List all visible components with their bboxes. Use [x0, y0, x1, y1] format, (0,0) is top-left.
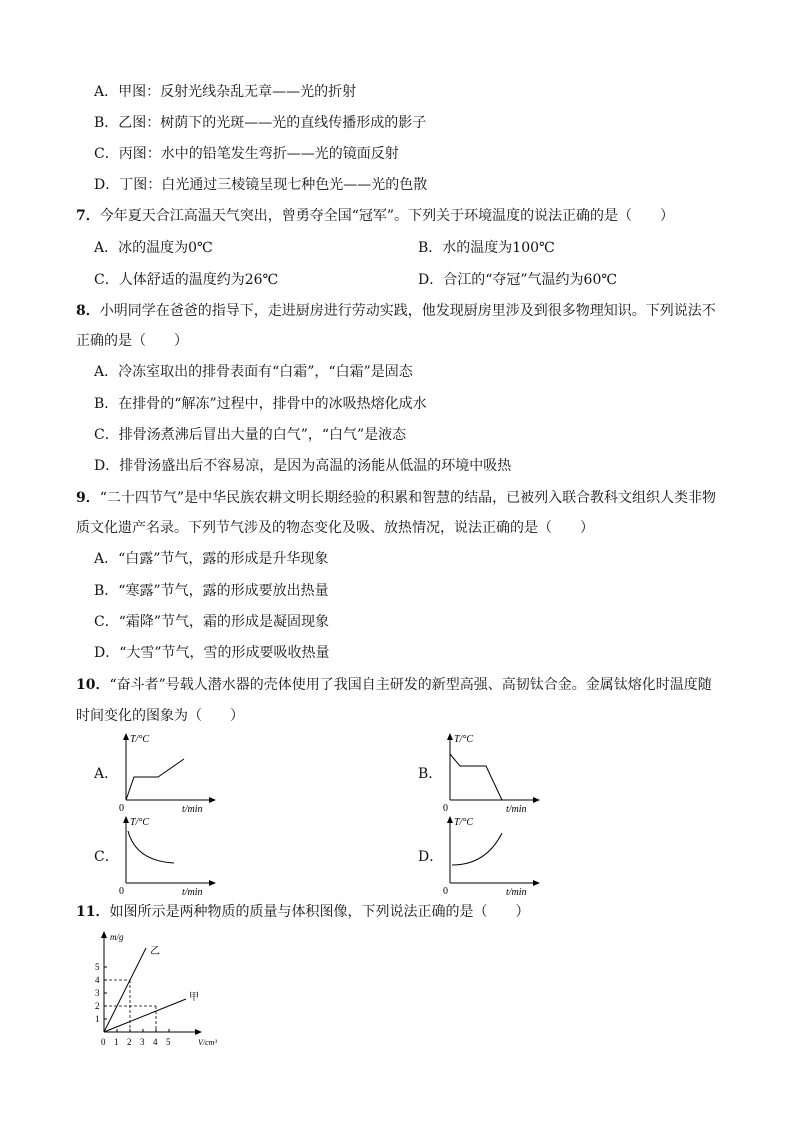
y-arrow — [101, 931, 107, 938]
x-axis-label: t/min — [182, 887, 203, 897]
q7-option-c: C．人体舒适的温度约为26℃ — [94, 272, 279, 288]
q8-number: 8． — [76, 303, 100, 319]
y-arrow — [447, 816, 453, 823]
q11-number: 11． — [76, 904, 110, 920]
y-arrow — [123, 733, 129, 740]
x-tick-4: 4 — [153, 1037, 158, 1047]
series-jia-label: 甲 — [189, 992, 199, 1003]
x-tick-0: 0 — [101, 1037, 106, 1047]
q8-text-1: 小明同学在爸爸的指导下，走进厨房进行劳动实践，他发现厨房里涉及到很多物理知识。下列说法不 — [99, 303, 716, 319]
q11-graph — [86, 928, 236, 1050]
q10-label-d: D． — [418, 849, 444, 865]
origin-label: 0 — [119, 886, 124, 897]
y-axis-label: T/°C — [130, 817, 150, 828]
series-jia-line — [104, 999, 186, 1032]
y-tick-2: 2 — [95, 1001, 100, 1011]
x-tick-3: 3 — [140, 1037, 145, 1047]
q7-option-a: A．冰的温度为0℃ — [94, 240, 213, 256]
q10-label-a: A． — [94, 766, 119, 782]
q8-option-b: B．在排骨的“解冻”过程中，排骨中的冰吸热熔化成水 — [94, 396, 427, 412]
x-axis-label: t/min — [506, 804, 527, 814]
q10-label-b: B． — [418, 766, 443, 782]
q8-text-2: 正确的是（ ） — [76, 333, 188, 349]
q7-text: 今年夏天合江高温天气突出，曾勇夺全国“冠军”。下列关于环境温度的说法正确的是（ ） — [99, 208, 675, 224]
y-arrow — [447, 733, 453, 740]
q8-option-c: C．排骨汤煮沸后冒出大量的白气”，“白气”是液态 — [94, 427, 407, 443]
origin-label: 0 — [119, 803, 124, 814]
q7-option-b: B．水的温度为100℃ — [418, 240, 555, 256]
x-tick-1: 1 — [114, 1037, 119, 1047]
q9-stem — [76, 488, 716, 508]
q7-number: 7． — [76, 208, 100, 224]
curve — [450, 754, 502, 800]
q10-text-2: 时间变化的图象为（ ） — [76, 708, 244, 724]
q9-text-1: “二十四节气”是中华民族农耕文明长期经验的积累和智慧的结晶，已被列入联合教科文组织人类非物 — [99, 490, 717, 506]
y-axis-label: m/g — [110, 932, 124, 942]
q6-option-c: C．丙图：水中的铅笔发生弯折——光的镜面反射 — [94, 146, 399, 162]
q11-text: 如图所示是两种物质的质量与体积图像，下列说法正确的是（ ） — [109, 904, 530, 920]
y-axis-label: T/°C — [454, 734, 474, 745]
y-tick-4: 4 — [95, 975, 100, 985]
x-tick-2: 2 — [127, 1037, 132, 1047]
q10-graph-c — [112, 813, 222, 897]
q10-graph-a — [112, 730, 222, 814]
curve — [126, 759, 184, 800]
origin-label: 0 — [443, 803, 448, 814]
q9-text-2: 质文化遗产名录。下列节气涉及的物态变化及吸、放热情况，说法正确的是（ ） — [76, 520, 594, 536]
series-yi-line — [104, 948, 146, 1032]
y-tick-3: 3 — [95, 988, 100, 998]
q9-option-b: B．“寒露”节气，露的形成要放出热量 — [94, 583, 329, 599]
y-axis-label: T/°C — [130, 734, 150, 745]
x-tick-5: 5 — [166, 1037, 171, 1047]
x-arrow — [195, 1029, 202, 1035]
q11-stem — [76, 902, 529, 922]
y-tick-1: 1 — [95, 1014, 100, 1024]
q7-stem — [76, 206, 674, 226]
q6-option-d: D．丁图：白光通过三棱镜呈现七种色光——光的色散 — [94, 177, 428, 193]
q10-text-1: “奋斗者”号载人潜水器的壳体使用了我国自主研发的新型高强、高韧钛合金。金属钛熔化时温度随 — [109, 677, 712, 693]
q10-graph-d — [436, 813, 546, 897]
curve — [128, 831, 174, 863]
q9-option-c: C．“霜降”节气，霜的形成是凝固现象 — [94, 614, 330, 630]
q9-option-d: D．“大雪”节气，雪的形成要吸收热量 — [94, 645, 330, 661]
q6-option-a: A．甲图：反射光线杂乱无章——光的折射 — [94, 84, 357, 100]
y-tick-5: 5 — [95, 962, 100, 972]
q10-stem — [76, 675, 712, 695]
x-arrow — [209, 797, 216, 803]
x-arrow — [209, 880, 216, 886]
x-axis-label: V/cm³ — [198, 1038, 217, 1047]
y-axis-label: T/°C — [454, 817, 474, 828]
x-axis-label: t/min — [506, 887, 527, 897]
q7-option-d: D．合江的“夺冠”气温约为60℃ — [418, 272, 618, 288]
q8-stem — [76, 301, 716, 321]
q6-option-b: B．乙图：树荫下的光斑——光的直线传播形成的影子 — [94, 115, 427, 131]
x-axis-label: t/min — [182, 804, 203, 814]
q10-number: 10． — [76, 677, 110, 693]
origin-label: 0 — [443, 886, 448, 897]
series-yi-label: 乙 — [150, 946, 160, 957]
q9-number: 9． — [76, 490, 100, 506]
q10-graph-b — [436, 730, 546, 814]
y-arrow — [123, 816, 129, 823]
x-arrow — [533, 797, 540, 803]
curve — [452, 833, 502, 865]
q8-option-d: D．排骨汤盛出后不容易凉，是因为高温的汤能从低温的环境中吸热 — [94, 458, 512, 474]
q9-option-a: A．“白露”节气，露的形成是升华现象 — [94, 551, 329, 567]
x-arrow — [533, 880, 540, 886]
q8-option-a: A．冷冻室取出的排骨表面有“白霜”，“白霜”是固态 — [94, 364, 413, 380]
q10-label-c: C． — [94, 849, 119, 865]
